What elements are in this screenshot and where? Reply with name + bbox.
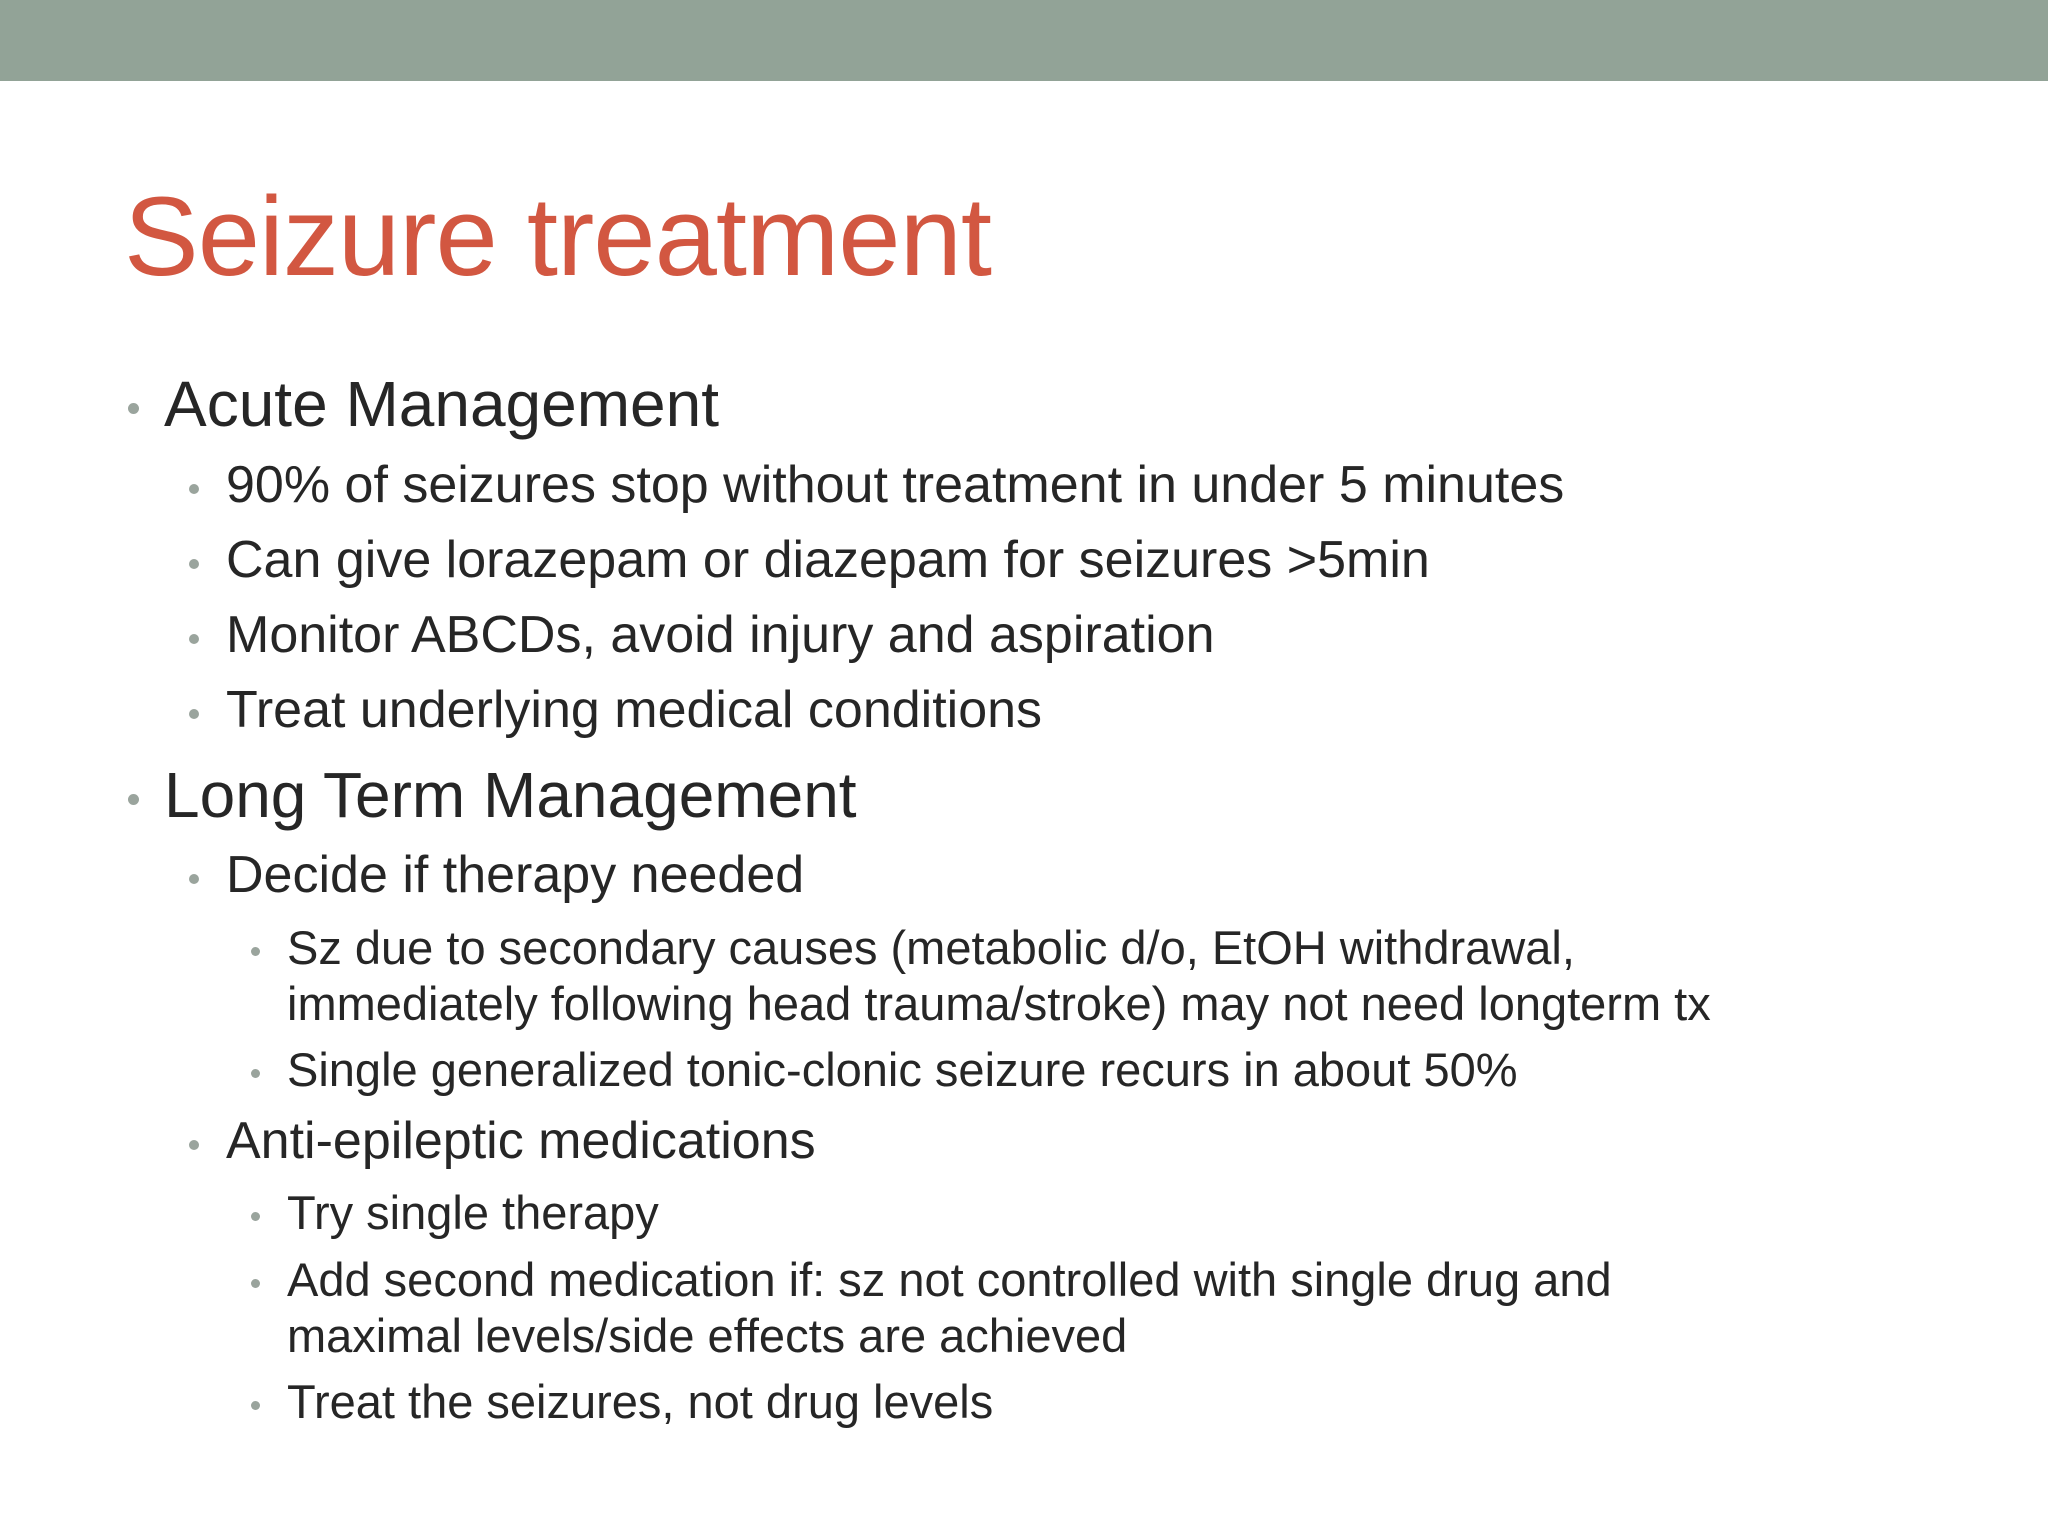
- bullet-text: Can give lorazepam or diazepam for seizures >5min: [226, 531, 1430, 589]
- bullet-acute-item-3: [226, 604, 1214, 666]
- bullet-text: Try single therapy: [287, 1186, 659, 1239]
- bullet-aed-item-3: [287, 1374, 993, 1430]
- bullet-aed-item-2: [287, 1252, 1612, 1364]
- bullet-dot-icon: [189, 709, 199, 719]
- bullet-decide-item-2: [287, 1042, 1518, 1098]
- bullet-decide-therapy: [226, 844, 804, 906]
- bullet-dot-icon: [189, 484, 199, 494]
- bullet-acute-item-2: [226, 529, 1430, 591]
- slide-title: Seizure treatment: [124, 174, 991, 299]
- bullet-acute-item-1: [226, 454, 1564, 516]
- bullet-acute-item-4: [226, 679, 1042, 741]
- bullet-dot-icon: [251, 1069, 260, 1078]
- bullet-text-line-2: immediately following head trauma/stroke) may not need longterm tx: [287, 977, 1711, 1030]
- bullet-text: 90% of seizures stop without treatment in under 5 minutes: [226, 456, 1565, 514]
- bullet-dot-icon: [251, 1212, 260, 1221]
- bullet-text: Treat underlying medical conditions: [226, 681, 1043, 739]
- bullet-text: Long Term Management: [164, 759, 857, 831]
- bullet-dot-icon: [251, 1401, 260, 1410]
- bullet-text: Monitor ABCDs, avoid injury and aspiration: [226, 606, 1215, 664]
- bullet-text-line-1: Sz due to secondary causes (metabolic d/o, EtOH withdrawal,: [287, 921, 1575, 974]
- bullet-text: Acute Management: [164, 368, 719, 440]
- bullet-anti-epileptic: [226, 1110, 816, 1172]
- bullet-text-line-1: Add second medication if: sz not controlled with single drug and: [287, 1253, 1612, 1306]
- bullet-dot-icon: [189, 1140, 199, 1150]
- bullet-dot-icon: [189, 559, 199, 569]
- bullet-text: Treat the seizures, not drug levels: [287, 1375, 994, 1428]
- bullet-dot-icon: [128, 403, 139, 414]
- bullet-dot-icon: [251, 1279, 260, 1288]
- bullet-long-term-management: [164, 757, 857, 833]
- bullet-text-line-2: maximal levels/side effects are achieved: [287, 1309, 1128, 1362]
- bullet-text: Single generalized tonic-clonic seizure recurs in about 50%: [287, 1043, 1518, 1096]
- bullet-dot-icon: [189, 874, 199, 884]
- bullet-text: Decide if therapy needed: [226, 846, 805, 904]
- bullet-dot-icon: [189, 634, 199, 644]
- bullet-aed-item-1: [287, 1185, 659, 1241]
- bullet-dot-icon: [251, 947, 260, 956]
- bullet-text: Anti-epileptic medications: [226, 1112, 816, 1170]
- bullet-decide-item-1: [287, 920, 1711, 1032]
- bullet-acute-management: [164, 366, 719, 442]
- bullet-dot-icon: [128, 794, 139, 805]
